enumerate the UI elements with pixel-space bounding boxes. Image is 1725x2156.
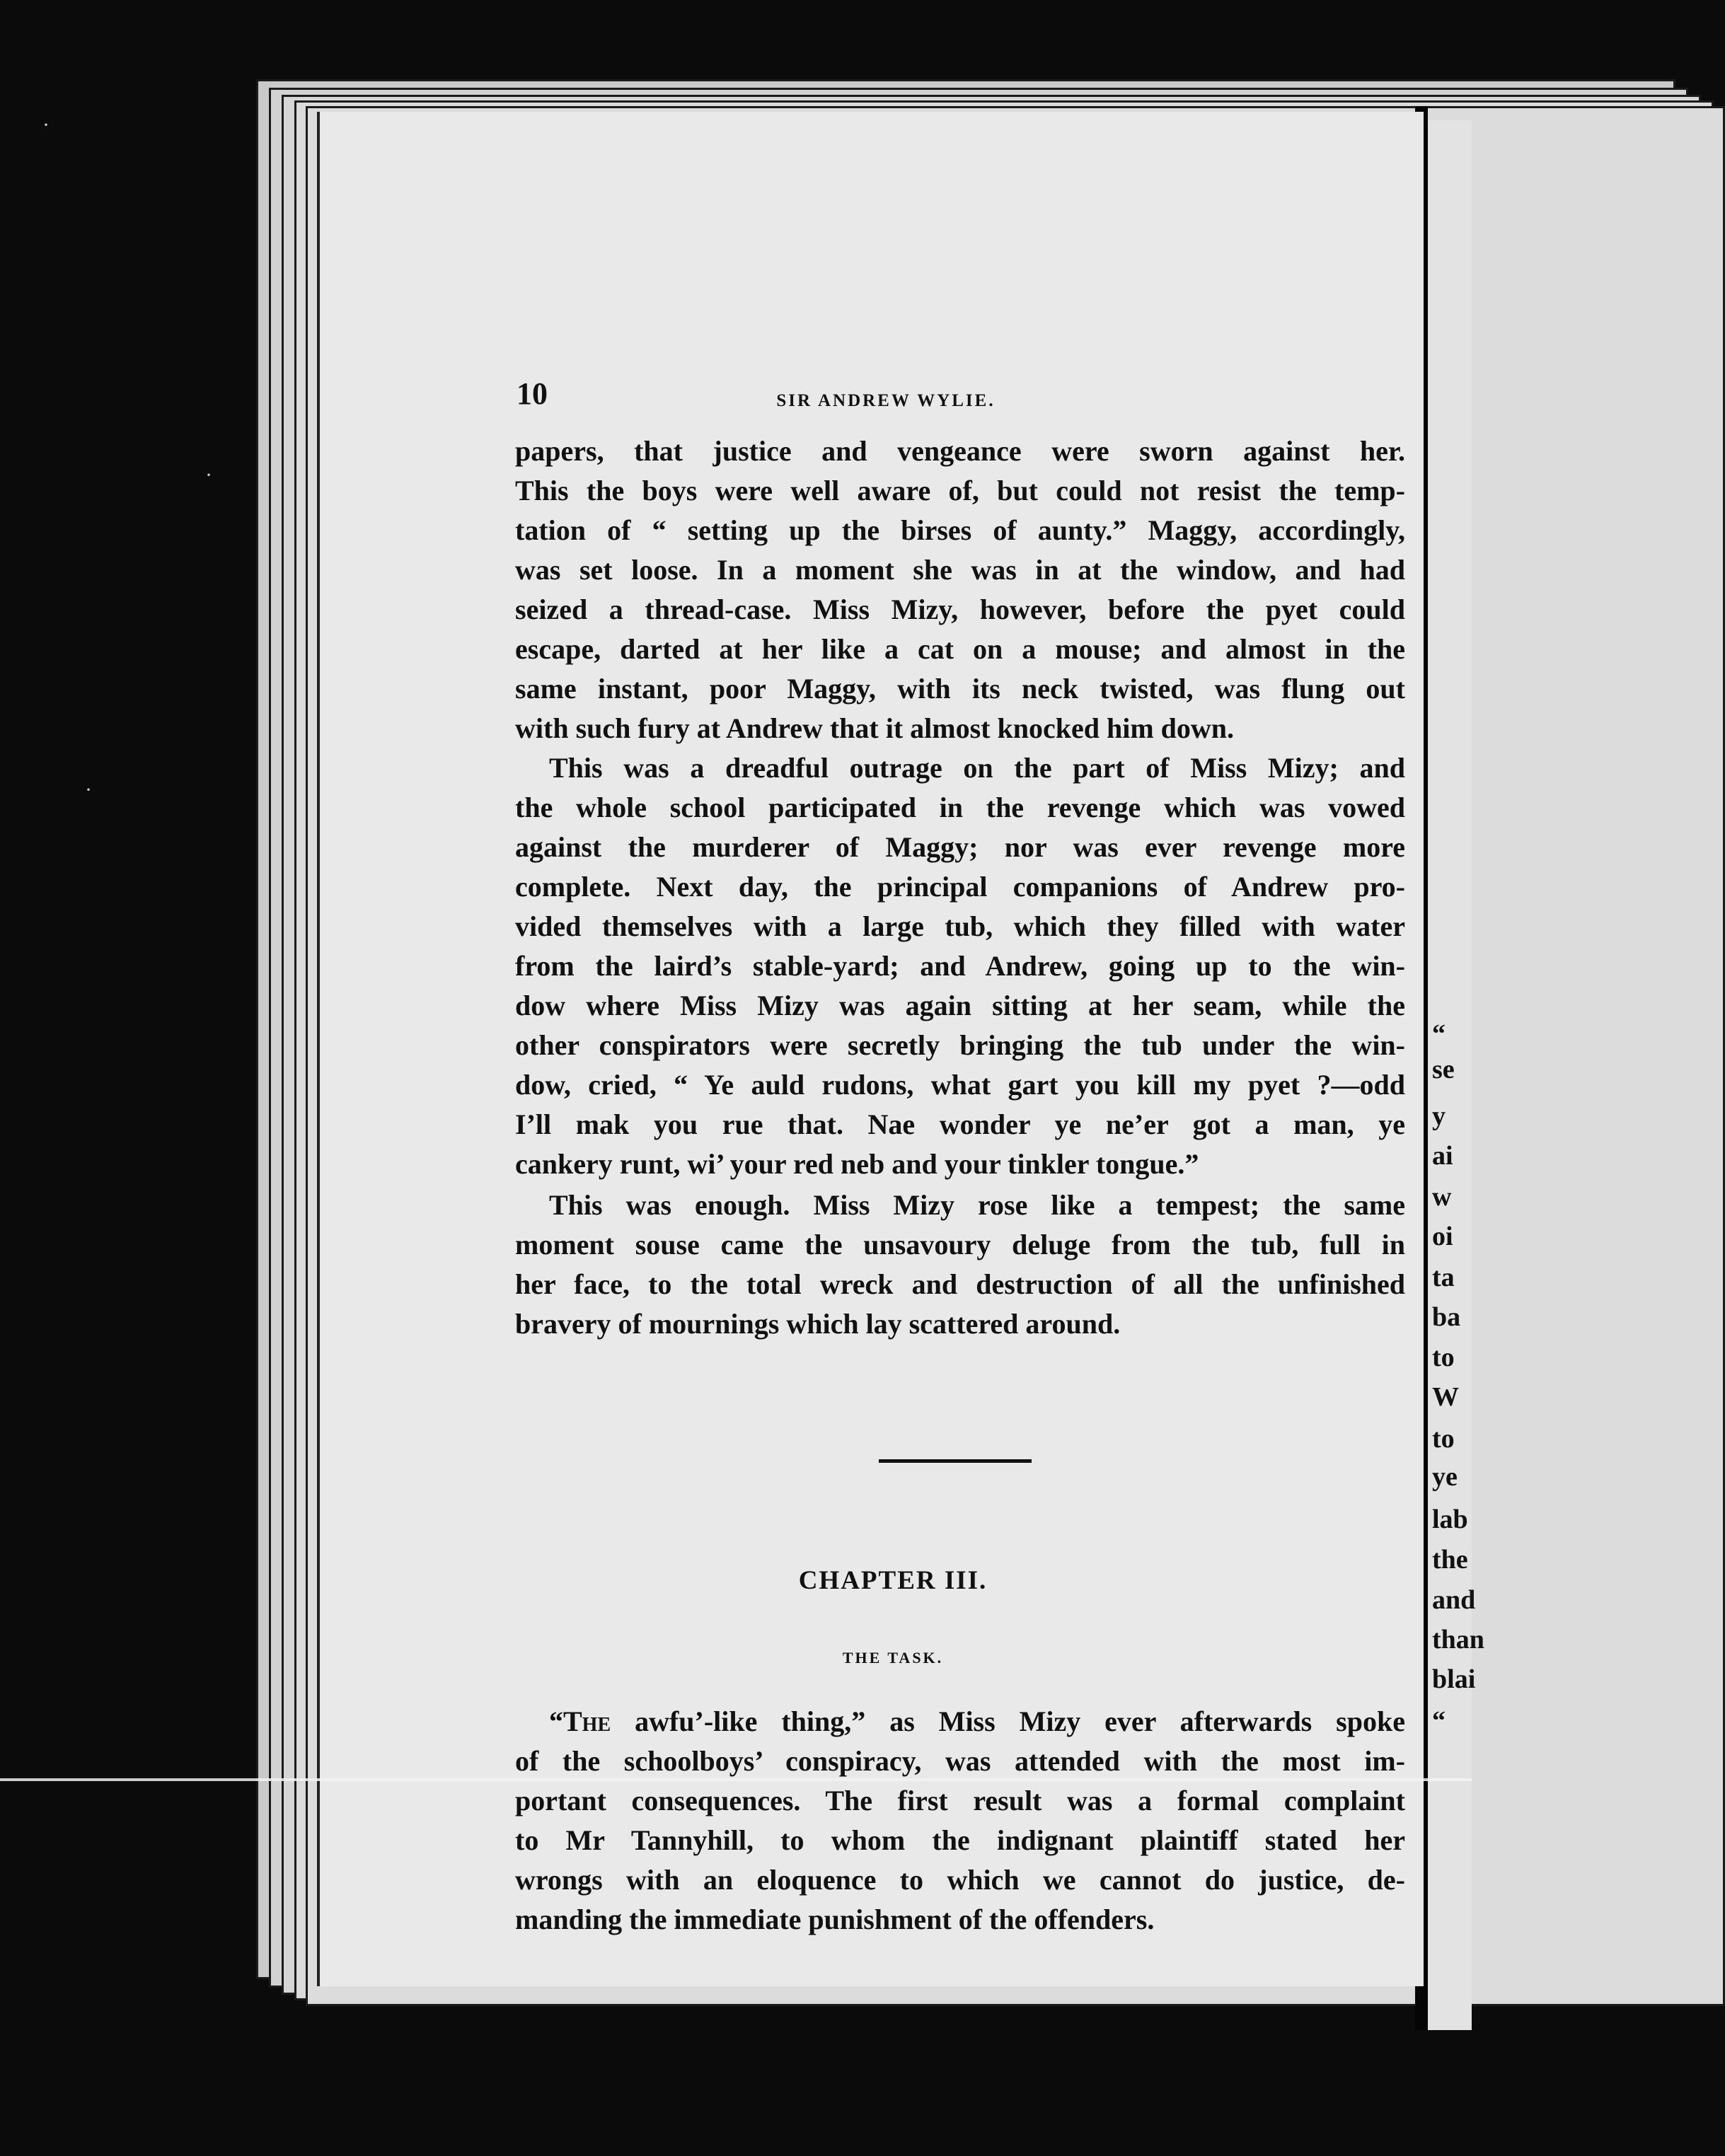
facing-page-fragment: oi	[1432, 1222, 1453, 1251]
text-line: complete. Next day, the principal companions of Andrew pro-	[515, 871, 1405, 903]
text-line: tation of “ setting up the birses of aunty.” Maggy, accordingly,	[515, 514, 1405, 546]
scan-speck: ·	[42, 113, 50, 137]
chapter-heading: CHAPTER III.	[798, 1566, 988, 1595]
facing-page-fragment: “	[1432, 1706, 1446, 1736]
chapter-paragraph	[515, 1702, 1405, 1940]
text-line: was set loose. In a moment she was in at the window, and had	[515, 554, 1405, 586]
facing-page-fragment: than	[1432, 1625, 1484, 1654]
page-number: 10	[517, 376, 548, 411]
chapter-title: THE TASK.	[842, 1649, 944, 1667]
text-line: same instant, poor Maggy, with its neck twisted, was flung out	[515, 673, 1405, 705]
text-line: papers, that justice and vengeance were sworn against her.	[515, 435, 1405, 467]
text-line: wrongs with an eloquence to which we cannot do justice, de-	[515, 1864, 1405, 1896]
text-line: against the murderer of Maggy; nor was ever revenge more	[515, 831, 1405, 863]
text-line: moment souse came the unsavoury deluge from the tub, full in	[515, 1229, 1405, 1260]
text-line: cankery runt, wi’ your red neb and your tinkler tongue.”	[515, 1148, 1199, 1180]
scan-speck: ·	[205, 463, 212, 487]
text-line: vided themselves with a large tub, which they filled with water	[515, 910, 1405, 942]
text-line: from the laird’s stable-yard; and Andrew, going up to the win-	[515, 950, 1405, 982]
scan-artifact-line	[0, 1778, 1472, 1781]
facing-page-fragment: to	[1432, 1424, 1455, 1454]
paragraph-outrage	[515, 748, 1405, 1184]
text-line: other conspirators were secretly bringing the tub under the win-	[515, 1029, 1405, 1061]
facing-page-fragment: the	[1432, 1545, 1468, 1575]
text-line-first	[515, 1702, 1405, 1741]
opening-line-rest: awfu’-like thing,” as Miss Mizy ever afterwards spoke	[611, 1705, 1405, 1737]
text-line: with such fury at Andrew that it almost knocked him down.	[515, 712, 1235, 744]
text-line: This was a dreadful outrage on the part of Miss Mizy; and	[549, 752, 1405, 784]
scan-speck: ·	[85, 778, 92, 801]
text-line: escape, darted at her like a cat on a mouse; and almost in the	[515, 633, 1405, 665]
opening-word: The	[563, 1705, 611, 1737]
facing-page-fragment: ai	[1432, 1141, 1453, 1171]
paragraph-deluge	[515, 1186, 1405, 1344]
facing-page-fragment: ye	[1432, 1462, 1458, 1492]
facing-page-fragment: ba	[1432, 1302, 1461, 1332]
facing-page-fragment: ta	[1432, 1263, 1455, 1292]
text-line: dow, cried, “ Ye auld rudons, what gart you kill my pyet ?—odd	[515, 1069, 1405, 1101]
text-line: portant consequences. The first result was a formal complaint	[515, 1785, 1405, 1816]
text-line: the whole school participated in the revenge which was vowed	[515, 792, 1405, 823]
section-divider	[879, 1459, 1032, 1463]
paragraph-continued	[515, 431, 1405, 748]
text-line: of the schoolboys’ conspiracy, was attended with the most im-	[515, 1745, 1405, 1777]
facing-page-fragment: y	[1432, 1101, 1446, 1131]
text-line: her face, to the total wreck and destruction of all the unfinished	[515, 1268, 1405, 1300]
facing-page-fragment: and	[1432, 1585, 1476, 1615]
text-line: manding the immediate punishment of the offenders.	[515, 1903, 1155, 1935]
facing-page-fragment: w	[1432, 1182, 1452, 1212]
facing-page-fragment: lab	[1432, 1505, 1468, 1534]
facing-page	[1428, 120, 1484, 2030]
text-line: to Mr Tannyhill, to whom the indignant plaintiff stated her	[515, 1824, 1405, 1856]
running-title: SIR ANDREW WYLIE.	[776, 391, 996, 410]
text-line: This the boys were well aware of, but could not resist the temp-	[515, 475, 1405, 506]
facing-page-fragment: blai	[1432, 1664, 1476, 1694]
book-page	[317, 112, 1424, 1986]
text-line: bravery of mournings which lay scattered around.	[515, 1308, 1121, 1340]
text-line: I’ll mak you rue that. Nae wonder ye ne’er got a man, ye	[515, 1108, 1405, 1140]
facing-page-fragment: W	[1432, 1382, 1459, 1412]
text-line: seized a thread-case. Miss Mizy, however, before the pyet could	[515, 593, 1405, 625]
text-line: This was enough. Miss Mizy rose like a tempest; the same	[549, 1189, 1405, 1221]
facing-page-fragment: “	[1432, 1019, 1446, 1049]
facing-page-fragment: se	[1432, 1055, 1455, 1084]
facing-page-fragment: to	[1432, 1343, 1455, 1372]
opening-quote: “	[549, 1705, 563, 1737]
text-line: dow where Miss Mizy was again sitting at her seam, while the	[515, 990, 1405, 1021]
